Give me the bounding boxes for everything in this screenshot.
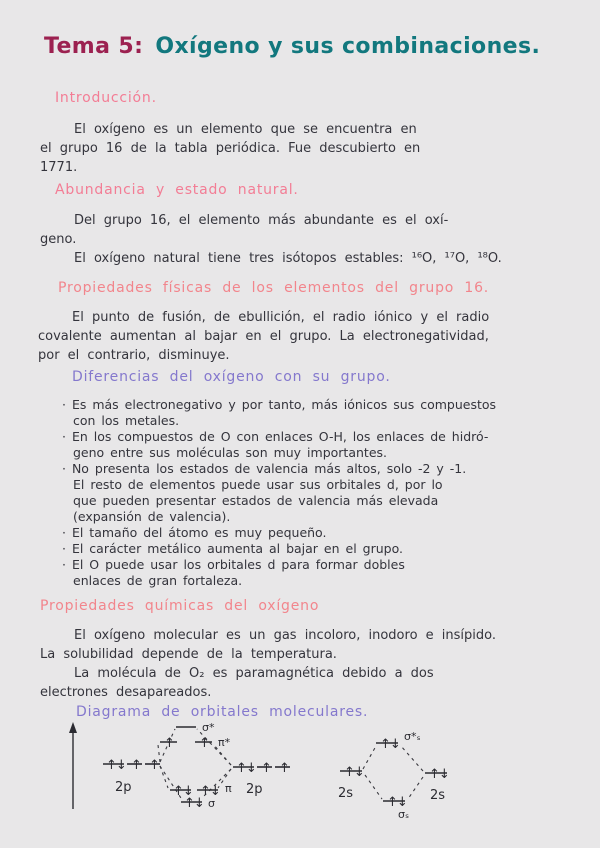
electron-pair-arrows: ↑↓: [429, 767, 449, 782]
pi-label: π: [225, 782, 232, 795]
electron-pair-arrows: ↑↓: [380, 737, 400, 752]
electron-pair-arrows: ↑↓: [106, 758, 126, 773]
mo-diagram-2s: [330, 725, 475, 825]
text-line: electrones desapareados.: [40, 685, 212, 700]
text-line: por el contrario, disminuye.: [38, 348, 230, 363]
quimicas-paragraph: [40, 626, 496, 702]
bullet-line: con los metales.: [73, 413, 180, 428]
sigma-star-s-label: σ*ₛ: [404, 730, 421, 743]
intro-paragraph: [40, 120, 420, 177]
bullet-line: geno entre sus moléculas son muy importantes.: [73, 445, 387, 460]
sigma-s-label: σₛ: [398, 808, 410, 821]
electron-single-arrow: ↑: [149, 758, 159, 773]
sigma-star-label: σ*: [202, 721, 215, 734]
text-line: La molécula de O₂ es paramagnética debido a dos: [74, 666, 434, 681]
mo-connector-lines: [363, 746, 423, 799]
bullet-line: que pueden presentar estados de valencia más elevada: [73, 493, 439, 508]
sigma-label: σ: [208, 797, 215, 810]
diferencias-bullet-list: [62, 397, 496, 589]
text-line: Del grupo 16, el elemento más abundante es el oxí-: [74, 213, 449, 228]
section-heading-propiedades-fisicas: Propiedades físicas de los elementos del grupo 16.: [58, 280, 490, 296]
section-heading-diferencias: Diferencias del oxígeno con su grupo.: [72, 369, 391, 385]
bullet-line: · En los compuestos de O con enlaces O-H, los enlaces de hidró-: [62, 429, 489, 444]
text-line: 1771.: [40, 160, 78, 175]
atomic-orbital-label-2s-right: 2s: [430, 788, 446, 803]
text-line: La solubilidad depende de la temperatura.: [40, 647, 337, 662]
text-line: geno.: [40, 232, 77, 247]
atomic-orbital-label-2p-left: 2p: [115, 780, 132, 795]
section-heading-abundancia: Abundancia y estado natural.: [55, 182, 299, 198]
mo-diagram-2p: [60, 712, 340, 830]
electron-pair-arrows: ↑↓: [387, 795, 407, 810]
section-heading-propiedades-quimicas: Propiedades químicas del oxígeno: [40, 598, 320, 614]
atomic-orbital-label-2s-left: 2s: [338, 786, 354, 801]
pi-star-label: π*: [218, 736, 231, 749]
electron-single-arrow: ↑: [261, 761, 271, 776]
text-line: El oxígeno es un elemento que se encuentra en: [74, 122, 417, 137]
atomic-orbital-label-2p-right: 2p: [246, 782, 263, 797]
text-line: El oxígeno natural tiene tres isótopos estables: ¹⁶O, ¹⁷O, ¹⁸O.: [74, 251, 502, 266]
electron-single-arrow: ↑: [131, 758, 141, 773]
electron-pair-arrows: ↑↓: [236, 761, 256, 776]
bullet-line: enlaces de gran fortaleza.: [73, 573, 243, 588]
bullet-line: · No presenta los estados de valencia más altos, solo -2 y -1.: [62, 461, 467, 476]
bullet-line: · El carácter metálico aumenta al bajar en el grupo.: [62, 541, 403, 556]
section-heading-introduccion: Introducción.: [55, 90, 157, 106]
text-line: el grupo 16 de la tabla periódica. Fue descubierto en: [40, 141, 421, 156]
bullet-line: (expansión de valencia).: [73, 509, 231, 524]
electron-pair-arrows: ↑↓: [344, 765, 364, 780]
abundancia-paragraph: [40, 211, 502, 268]
electron-pair-arrows: ↑↓: [184, 796, 204, 811]
bullet-line: El resto de elementos puede usar sus orbitales d, por lo: [73, 477, 443, 492]
electron-pair-arrows: ↑↓: [200, 784, 220, 799]
bullet-line: · El tamaño del átomo es muy pequeño.: [62, 525, 327, 540]
bullet-line: · Es más electronegativo y por tanto, más iónicos sus compuestos: [62, 397, 497, 412]
text-line: covalente aumentan al bajar en el grupo. La electronegatividad,: [38, 329, 489, 344]
fisicas-paragraph: [38, 308, 489, 365]
bullet-line: · El O puede usar los orbitales d para formar dobles: [62, 557, 405, 572]
electron-single-arrow: ↑: [164, 736, 174, 751]
text-line: El oxígeno molecular es un gas incoloro, inodoro e insípido.: [74, 628, 496, 643]
electron-single-arrow: ↑: [279, 761, 289, 776]
electron-single-arrow: ↑: [199, 736, 209, 751]
text-line: El punto de fusión, de ebullición, el radio iónico y el radio: [72, 310, 490, 325]
page-title: [44, 34, 540, 59]
energy-axis-arrow-icon: [69, 722, 77, 809]
electron-pair-arrows: ↑↓: [173, 784, 193, 799]
title-topic-text: Oxígeno y sus combinaciones.: [155, 34, 541, 59]
title-topic-number: Tema 5:: [44, 34, 144, 59]
section-heading-diagrama-orbitales: Diagrama de orbitales moleculares.: [76, 704, 369, 720]
